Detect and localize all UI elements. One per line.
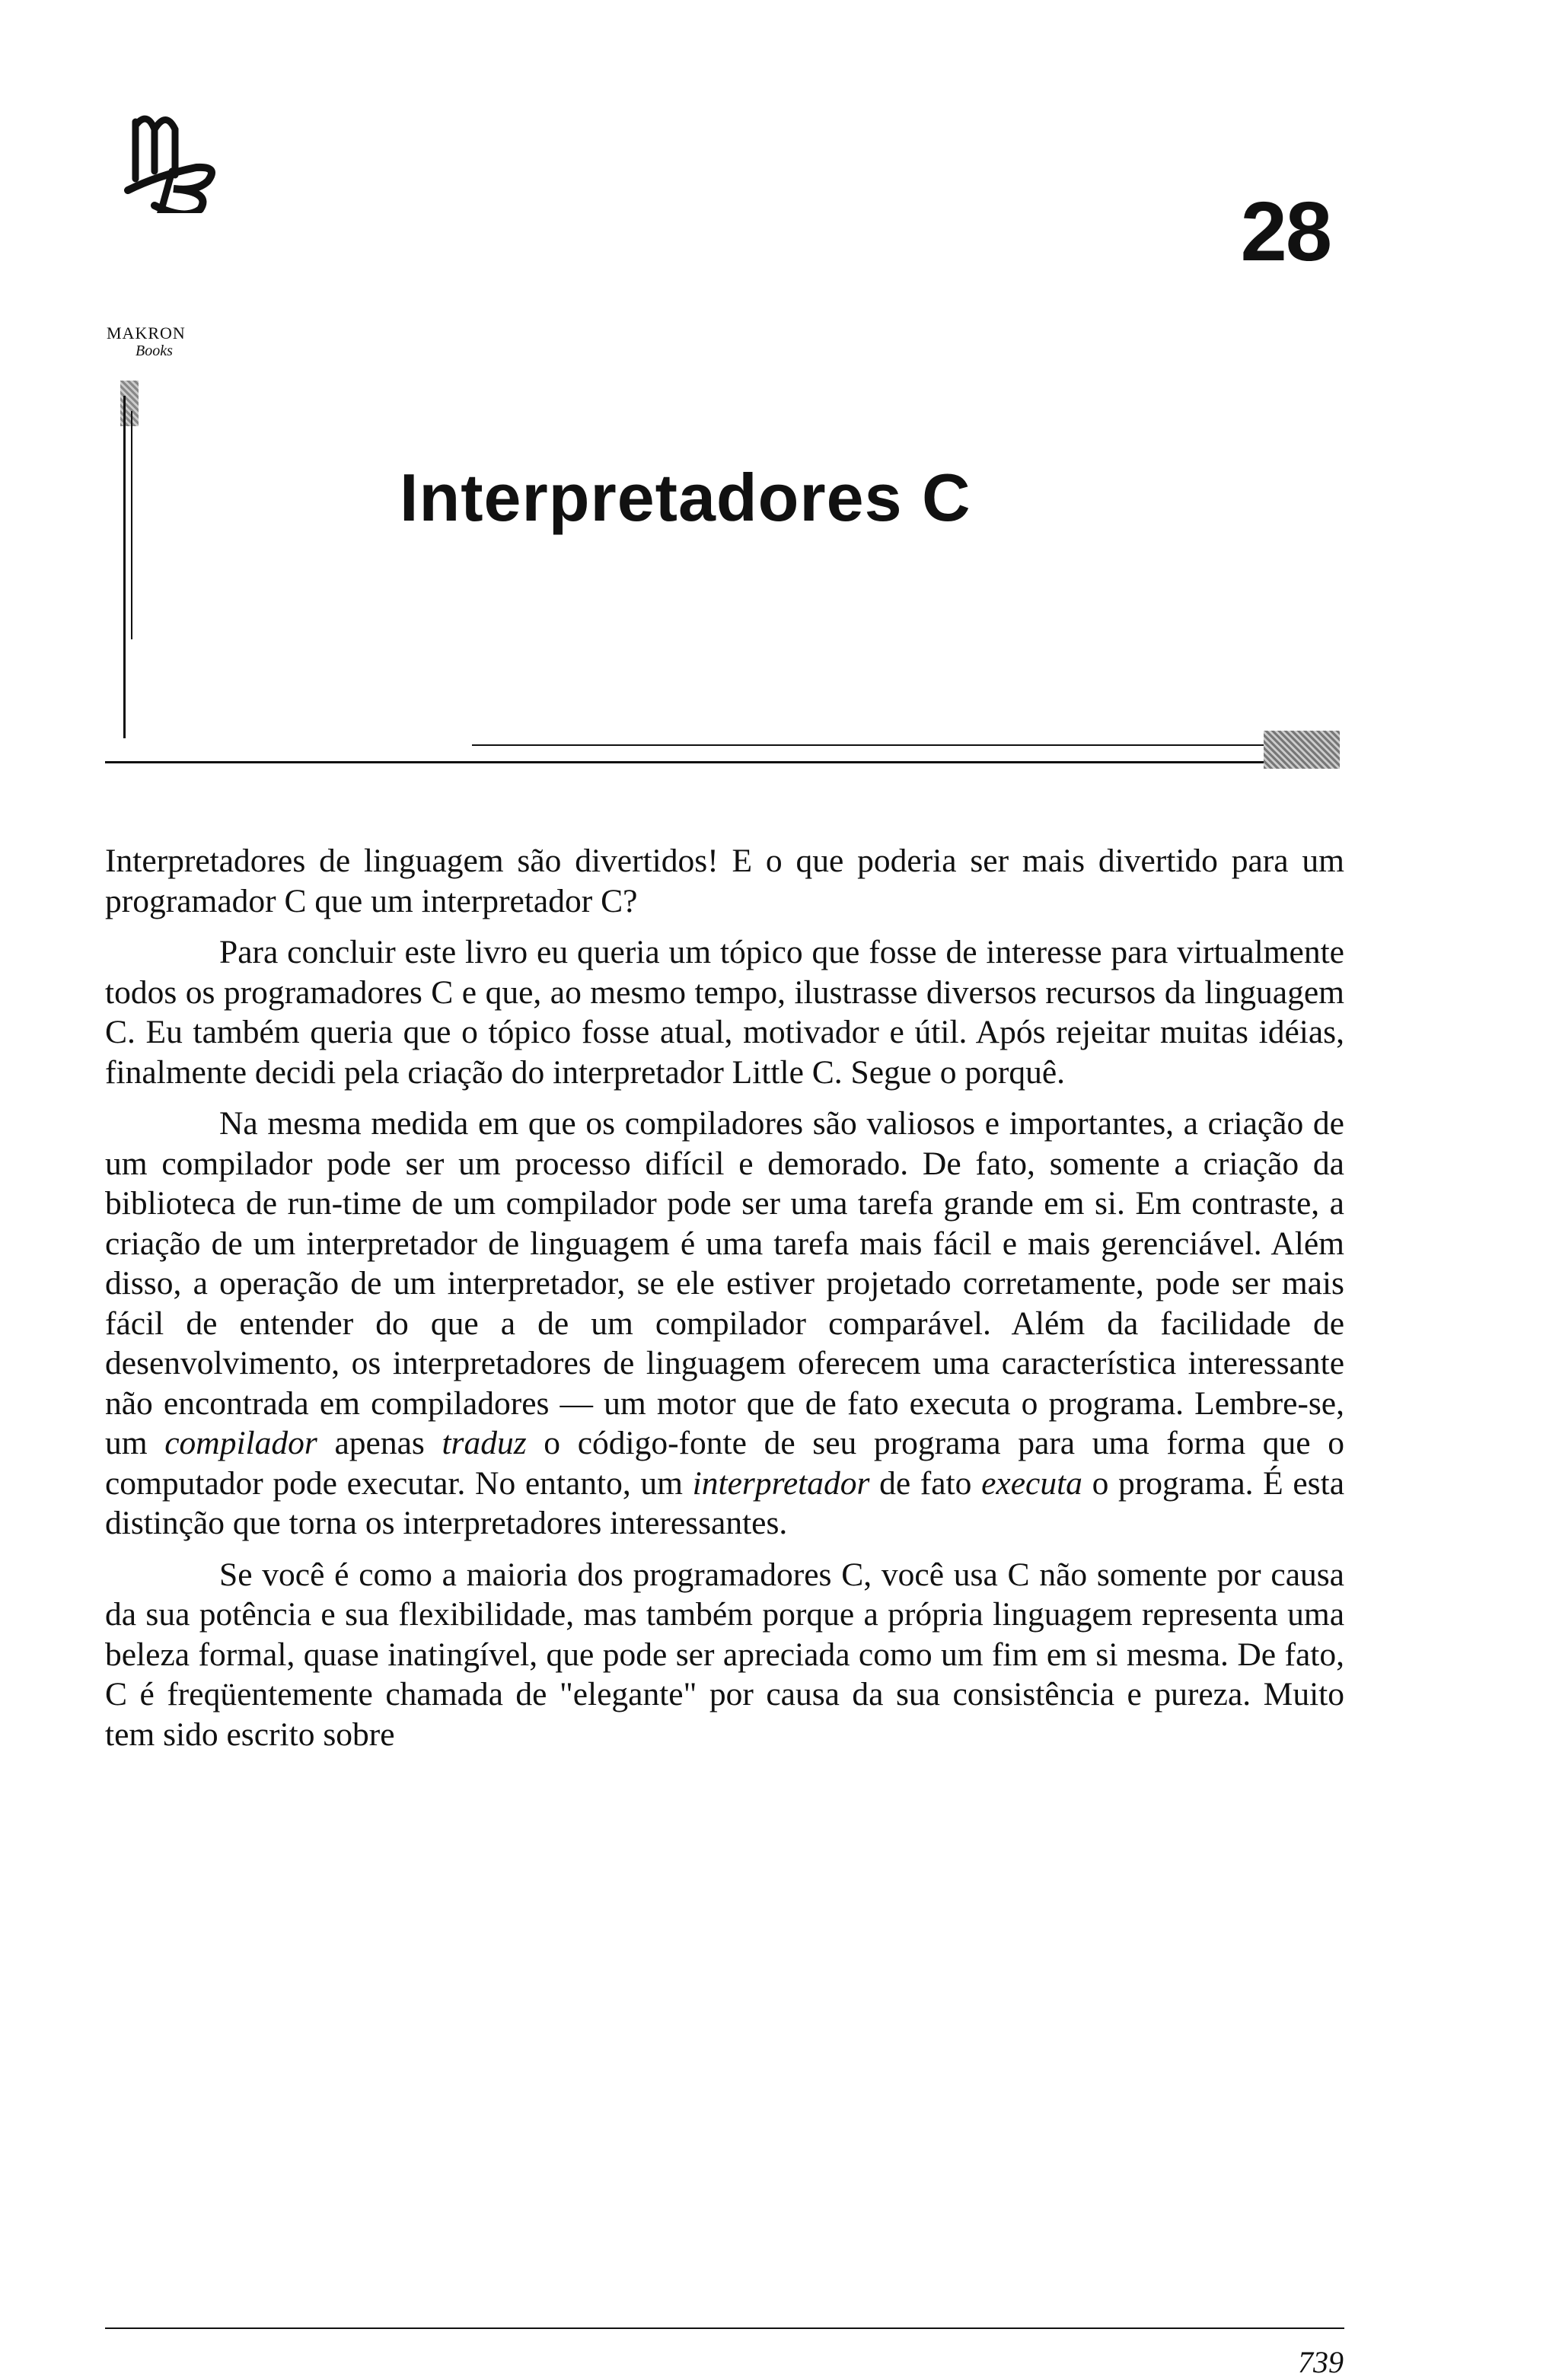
publisher-sub: Books [135,343,173,359]
paragraph-3-text-e: o programa. É esta distinção que torna os interpretadores interessantes. [105,1464,1345,1541]
emphasis-traduz: traduz [442,1425,527,1461]
frame-horizontal-rule [105,761,1338,763]
paragraph-1: Interpretadores de linguagem são divertidos! E o que poderia ser mais divertido para um programador C que um interpretador C? [105,843,1344,919]
body-text [105,841,1344,1766]
publisher-name: MAKRON [107,323,186,343]
chapter-title: Interpretadores C [400,460,971,535]
page-number: 739 [1298,2345,1344,2379]
emphasis-compilador: compilador [164,1425,317,1461]
paragraph-3-text-c: o código-fonte de seu programa para uma forma que o computador pode executar. No entanto, um [105,1425,1344,1502]
frame-horizontal-rule-upper [472,744,1279,746]
paragraph-3 [105,1104,1344,1544]
chapter-number: 28 [1240,185,1331,279]
emphasis-executa: executa [981,1464,1082,1502]
paragraph-3-text-b: apenas [317,1425,442,1461]
paragraph-2: Para concluir este livro eu queria um tópico que fosse de interesse para virtualmente todos os programadores C e que, ao mesmo tempo, ilustrasse diversos recursos da linguagem C. Eu também queria que o tópico fosse atual, motivador e útil. Após rejeitar muitas idéias, finalmente decidi pela criação do interpretador Little C. Segue o porquê. [105,934,1344,1091]
frame-ornament-corner [1264,731,1340,769]
paragraph-3-text-d: de fato [869,1464,982,1502]
paragraph-3-text-a: Na mesma medida em que os compiladores são valiosos e importantes, a criação de um compilador pode ser um processo difícil e demorado. De fato, somente a criação da biblioteca de run-time de um compilador pode ser uma tarefa grande em si. Em contraste, a criação de um interpretador de linguagem é uma tarefa mais fácil e mais gerenciável. Além disso, a operação de um interpretador, se ele estiver projetado corretamente, pode ser mais fácil de entender do que a de um compilador comparável. Além da facilidade de desenvolvimento, os interpretadores de linguagem oferecem uma característica interessante não encontrada em compiladores — um motor que de fato executa o programa. Lembre-se, um [105,1105,1344,1461]
paragraph-4: Se você é como a maioria dos programadores C, você usa C não somente por causa da sua potência e sua flexibilidade, mas também porque a própria linguagem representa uma beleza formal, quase inatingível, que pode ser apreciada como um fim em si mesma. De fato, C é freqüentemente chamada de "elegante" por causa da sua consistência e pureza. Muito tem sido escrito sobre [105,1556,1344,1753]
publisher-logo [105,107,227,365]
frame-vertical-rule-inner [131,411,132,639]
makron-books-logo-icon [113,107,227,213]
footer-rule [105,2327,1344,2329]
emphasis-interpretador: interpretador [692,1464,870,1502]
frame-vertical-rule [123,396,126,738]
